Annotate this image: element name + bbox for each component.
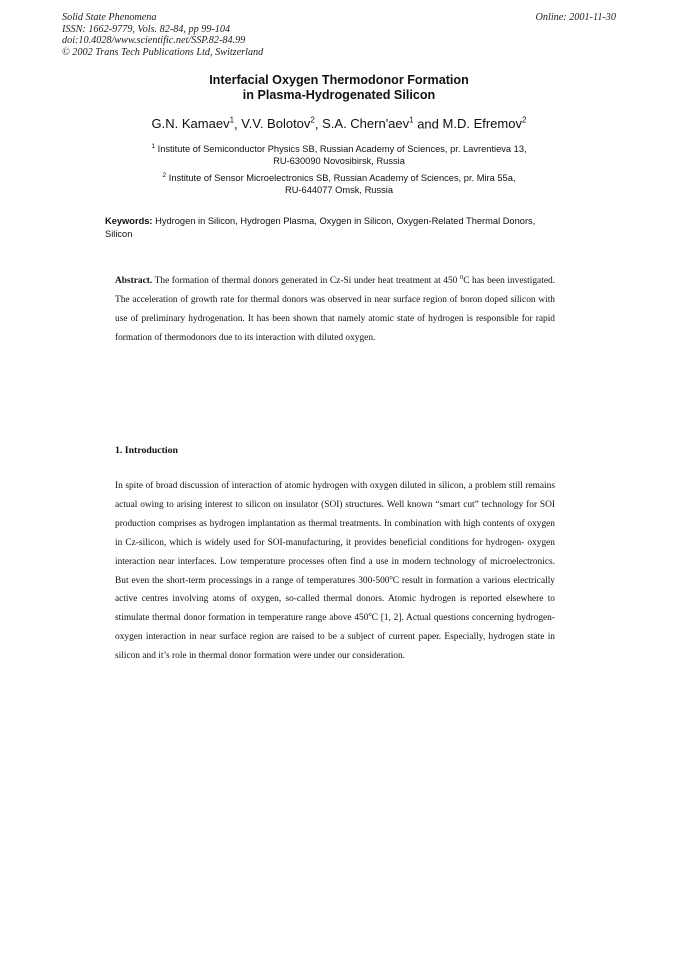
author: V.V. Bolotov$^2$ <box>241 116 315 132</box>
title-line-1: Interfacial Oxygen Thermodonor Formation <box>209 73 469 87</box>
issn-line: ISSN: 1662-9779, Vols. 82-84, pp 99-104 <box>62 23 231 35</box>
doi-line: doi:10.4028/www.scientific.net/SSP.82-84.99 <box>62 35 246 47</box>
title-line-2: in Plasma-Hydrogenated Silicon <box>242 88 436 102</box>
affiliation-1: $^1$ Institute of Semiconductor Physics SB, Russian Academy of Sciences, pr. Lavrentieva 13, RU-630090 Novosibirsk, Russia <box>151 143 527 167</box>
section-heading: 1. Introduction <box>115 445 178 456</box>
paper-title <box>0 73 678 103</box>
keywords <box>105 215 550 240</box>
author-list: G.N. Kamaev$^1$, V.V. Bolotov$^2$, S.A. Chern'aev$^1$ and M.D. Efremov$^2$ <box>151 116 527 132</box>
affiliation-2: $^2$ Institute of Sensor Microelectronics SB, Russian Academy of Sciences, pr. Mira 55a, RU-644077 Omsk, Russia <box>162 172 516 196</box>
introduction-paragraph: In spite of broad discussion of interaction of atomic hydrogen with oxygen diluted in silicon, a problem still remains actual owing to arising interest to silicon on insulator (SOI) structures. Well known “smart cut” technology for SOI production comprises as hydrogen implantation as thermal treatments. In combination with high contents of oxygen in Cz-silicon, which is widely used for SOI-manufacturing, it provides beneficial conditions for hydrogen- oxygen interaction near interfaces. Low temperature processes often find a use in modern technology of microelectronics. But even the short-term processings in a range of temperatures 300-500$^o$C result in formation a various electrically active centres involving atoms of oxygen, so-called thermal donors. Atomic hydrogen is reported elsewhere to stimulate thermal donor formation in temperature range above 450$^o$C [1, 2]. Actual questions concerning hydrogen-oxygen interaction in near surface region are raised to be a subject of current paper. Especially, hydrogen state in silicon and it’s role in thermal donor formation were under our consideration. <box>115 481 555 662</box>
keywords-text: Hydrogen in Silicon, Hydrogen Plasma, Oxygen in Silicon, Oxygen-Related Thermal Donors, Silicon <box>105 216 536 239</box>
online-date: Online: 2001-11-30 <box>535 12 616 23</box>
journal-header <box>62 12 263 58</box>
journal-name: Solid State Phenomena <box>62 12 157 23</box>
author: G.N. Kamaev$^1$ <box>151 116 235 132</box>
copyright-line: © 2002 Trans Tech Publications Ltd, Switzerland <box>62 46 264 58</box>
author: S.A. Chern'aev$^1$ <box>322 116 414 132</box>
abstract-label: Abstract. <box>115 276 153 286</box>
abstract: Abstract. The formation of thermal donors generated in Cz-Si under heat treatment at 450 $^0$C has been investigated. The acceleration of growth rate for thermal donors was observed in near surface region of boron doped silicon with use of preliminary hydrogenation. It has been shown that namely atomic state of hydrogen is responsible for rapid formation of thermodonors due to its interaction with diluted oxygen. <box>115 273 556 343</box>
author: M.D. Efremov$^2$ <box>442 116 527 132</box>
keywords-label: Keywords: <box>105 216 153 226</box>
